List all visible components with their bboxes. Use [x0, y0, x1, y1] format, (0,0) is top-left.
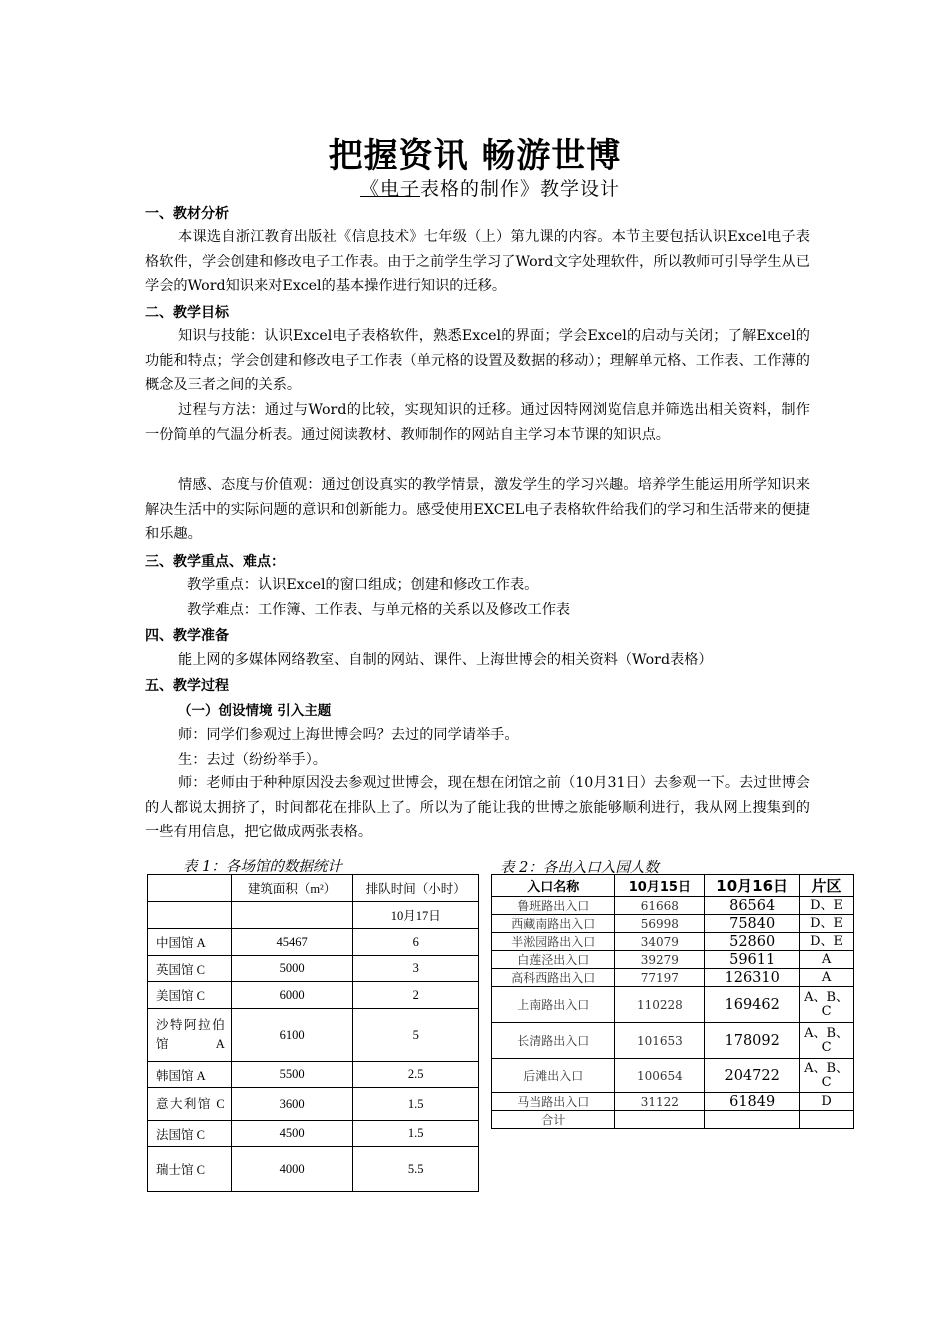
entrance-name: 西藏南路出入口 [492, 915, 615, 933]
table2-col-header: 10月15日 [615, 875, 705, 897]
table-row [492, 1023, 854, 1059]
total-empty-cell [800, 1111, 854, 1129]
entrance-name: 半淞园路出入口 [492, 933, 615, 951]
total-empty-cell [705, 1111, 800, 1129]
table-row [492, 933, 854, 951]
visitors-oct16: 178092 [705, 1023, 800, 1059]
table-row [148, 1147, 479, 1192]
venue-queue-time: 2 [353, 982, 479, 1009]
table1-col-header: 建筑面积（m²） [231, 875, 353, 902]
venue-area: 5000 [231, 956, 353, 982]
subtitle-underlined-part: 《电子 [360, 178, 421, 200]
document-title: 把握资讯 畅游世博 [328, 136, 622, 176]
venue-queue-time: 3 [353, 956, 479, 982]
venue-name: 沙特阿拉伯馆 A [148, 1009, 232, 1062]
venue-name: 英国馆 C [148, 956, 232, 982]
venue-name: 意大利馆 C [148, 1088, 232, 1121]
visitors-oct15: 61668 [615, 897, 705, 915]
table-header-row [492, 875, 854, 897]
zone-cell: A、B、C [800, 1023, 854, 1059]
venue-area: 5500 [231, 1062, 353, 1088]
total-empty-cell [615, 1111, 705, 1129]
entrance-name: 长清路出入口 [492, 1023, 615, 1059]
visitors-oct16: 59611 [705, 951, 800, 969]
visitors-oct16: 86564 [705, 897, 800, 915]
zone-cell: D [800, 1093, 854, 1111]
entrance-visitors-table [491, 874, 854, 1129]
visitors-oct16: 169462 [705, 987, 800, 1023]
teacher-question: 师：同学们参观过上海世博会吗？去过的同学请举手。 [178, 727, 519, 743]
table1-date-cell: 10月17日 [353, 902, 479, 929]
table-row [492, 1093, 854, 1111]
table-row [492, 1059, 854, 1093]
table-row [148, 1062, 479, 1088]
zone-cell: A、B、C [800, 1059, 854, 1093]
table-row [148, 929, 479, 956]
table2-caption: 表 2：各出入口入园人数 [500, 860, 659, 876]
key-point-line: 教学重点：认识Excel的窗口组成；创建和修改工作表。 [187, 577, 539, 593]
table-row [148, 1088, 479, 1121]
teacher-intro-paragraph: 师：老师由于种种原因没去参观过世博会，现在想在闭馆之前（10月31日）去参观一下。去过世博会的人都说太拥挤了，时间都花在排队上了。所以为了能让我的世博之旅能够顺利进行，我从网上搜集到的一些有用信息，把它做成两张表格。 [145, 775, 810, 840]
venue-queue-time: 6 [353, 929, 479, 956]
zone-cell: A、B、C [800, 987, 854, 1023]
table1-empty-cell [148, 902, 232, 929]
entrance-name: 后滩出入口 [492, 1059, 615, 1093]
objective-process: 过程与方法：通过与Word的比较，实现知识的迁移。通过因特网浏览信息并筛选出相关资料，制作一份简单的气温分析表。通过阅读教材、教师制作的网站自主学习本节课的知识点。 [145, 402, 810, 443]
total-label: 合计 [492, 1111, 615, 1129]
table2-col-header: 入口名称 [492, 875, 615, 897]
table1-corner-cell [148, 875, 232, 902]
visitors-oct16: 61849 [705, 1093, 800, 1111]
venue-queue-time: 2.5 [353, 1062, 479, 1088]
zone-cell: A [800, 951, 854, 969]
visitors-oct15: 77197 [615, 969, 705, 987]
venue-area: 6100 [231, 1009, 353, 1062]
section-heading-1: 一、教材分析 [145, 206, 229, 222]
table-row [492, 897, 854, 915]
table-row [492, 915, 854, 933]
venue-area: 6000 [231, 982, 353, 1009]
visitors-oct16: 75840 [705, 915, 800, 933]
venue-queue-time: 5.5 [353, 1147, 479, 1192]
visitors-oct15: 101653 [615, 1023, 705, 1059]
venue-name: 中国馆 A [148, 929, 232, 956]
venue-queue-time: 1.5 [353, 1121, 479, 1147]
table-row [148, 1121, 479, 1147]
venue-stats-table [147, 874, 479, 1192]
zone-cell: D、E [800, 933, 854, 951]
section-1-paragraph: 本课选自浙江教育出版社《信息技术》七年级（上）第九课的内容。本节主要包括认识Excel电子表格软件，学会创建和修改电子工作表。由于之前学生学习了Word文字处理软件，所以教师可引导学生从已学会的Word知识来对Excel的基本操作进行知识的迁移。 [145, 229, 810, 294]
entrance-name: 鲁班路出入口 [492, 897, 615, 915]
venue-name: 瑞士馆 C [148, 1147, 232, 1192]
venue-area: 45467 [231, 929, 353, 956]
process-subheading: （一）创设情境 引入主题 [178, 703, 332, 719]
venue-name: 美国馆 C [148, 982, 232, 1009]
table-row [148, 982, 479, 1009]
visitors-oct15: 34079 [615, 933, 705, 951]
entrance-name: 白莲泾出入口 [492, 951, 615, 969]
venue-area: 3600 [231, 1088, 353, 1121]
table-total-row [492, 1111, 854, 1129]
visitors-oct16: 204722 [705, 1059, 800, 1093]
objective-emotion: 情感、态度与价值观：通过创设真实的教学情景，激发学生的学习兴趣。培养学生能运用所学知识来解决生活中的实际问题的意识和创新能力。感受使用EXCEL电子表格软件给我们的学习和生活带来的便捷和乐趣。 [145, 477, 810, 542]
subtitle-rest: 表格的制作》教学设计 [420, 178, 621, 200]
entrance-name: 上南路出入口 [492, 987, 615, 1023]
table1-empty-cell [231, 902, 353, 929]
objective-knowledge: 知识与技能：认识Excel电子表格软件，熟悉Excel的界面；学会Excel的启动与关闭；了解Excel的功能和特点；学会创建和修改电子工作表（单元格的设置及数据的移动）；理解单元格、工作表、工作薄的概念及三者之间的关系。 [145, 328, 810, 393]
visitors-oct16: 52860 [705, 933, 800, 951]
entrance-name: 高科西路出入口 [492, 969, 615, 987]
venue-area: 4000 [231, 1147, 353, 1192]
section-heading-5: 五、教学过程 [145, 678, 229, 694]
zone-cell: D、E [800, 897, 854, 915]
table-row [492, 987, 854, 1023]
table1-col-header: 排队时间（小时） [353, 875, 479, 902]
table2-col-header: 片区 [800, 875, 854, 897]
visitors-oct15: 100654 [615, 1059, 705, 1093]
venue-area: 4500 [231, 1121, 353, 1147]
preparation-line: 能上网的多媒体网络教室、自制的网站、课件、上海世博会的相关资料（Word表格） [178, 652, 713, 668]
venue-name: 韩国馆 A [148, 1062, 232, 1088]
entrance-name: 马当路出入口 [492, 1093, 615, 1111]
zone-cell: A [800, 969, 854, 987]
section-heading-4: 四、教学准备 [145, 628, 229, 644]
venue-name: 法国馆 C [148, 1121, 232, 1147]
section-heading-2: 二、教学目标 [145, 305, 229, 321]
venue-queue-time: 5 [353, 1009, 479, 1062]
visitors-oct16: 126310 [705, 969, 800, 987]
visitors-oct15: 110228 [615, 987, 705, 1023]
table-row [148, 956, 479, 982]
table1-caption: 表 1：各场馆的数据统计 [183, 859, 342, 875]
visitors-oct15: 31122 [615, 1093, 705, 1111]
table-row [148, 1009, 479, 1062]
visitors-oct15: 56998 [615, 915, 705, 933]
section-heading-3: 三、教学重点、难点： [145, 554, 285, 570]
difficult-point-line: 教学难点：工作簿、工作表、与单元格的关系以及修改工作表 [187, 602, 571, 618]
document-subtitle [360, 174, 620, 201]
table2-col-header: 10月16日 [705, 875, 800, 897]
visitors-oct15: 39279 [615, 951, 705, 969]
venue-queue-time: 1.5 [353, 1088, 479, 1121]
table-row [492, 969, 854, 987]
zone-cell: D、E [800, 915, 854, 933]
table-row [492, 951, 854, 969]
student-answer: 生：去过（纷纷举手）。 [178, 752, 327, 768]
